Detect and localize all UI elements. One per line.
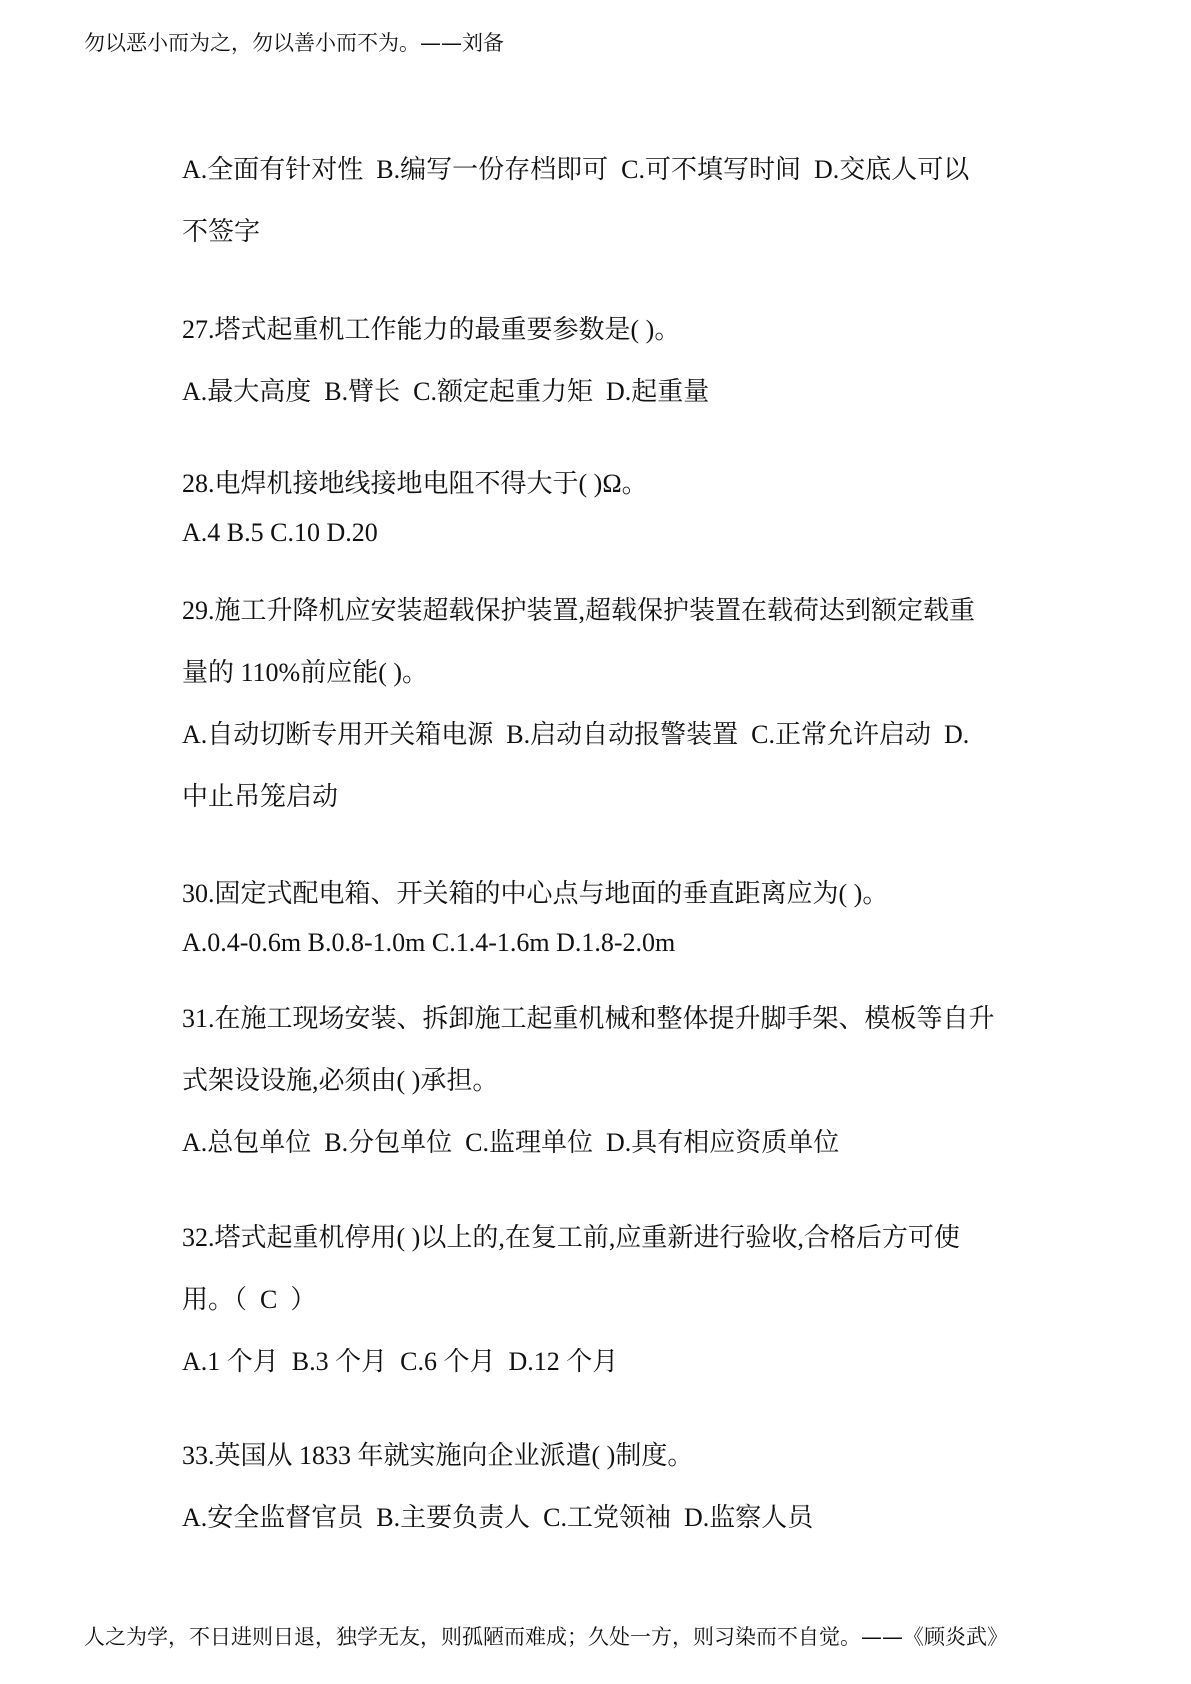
q29-stem-line-1: 29.施工升降机应安装超载保护装置,超载保护装置在载荷达到额定载重 [182, 596, 976, 625]
header-quote: 勿以恶小而为之，勿以善小而不为。——刘备 [84, 31, 504, 55]
q31-options: A.总包单位 B.分包单位 C.监理单位 D.具有相应资质单位 [182, 1128, 840, 1157]
q30-options: A.0.4-0.6m B.0.8-1.0m C.1.4-1.6m D.1.8-2.0m [182, 928, 676, 957]
q33-options: A.安全监督官员 B.主要负责人 C.工党领袖 D.监察人员 [182, 1503, 814, 1532]
q30-stem: 30.固定式配电箱、开关箱的中心点与地面的垂直距离应为( )。 [182, 879, 889, 908]
q26-options-line-1: A.全面有针对性 B.编写一份存档即可 C.可不填写时间 D.交底人可以 [182, 155, 970, 184]
q31-stem-line-1: 31.在施工现场安装、拆卸施工起重机械和整体提升脚手架、模板等自升 [182, 1004, 995, 1033]
q29-options-line-2: 中止吊笼启动 [182, 782, 339, 811]
q32-stem-line-2: 用。（ C ） [182, 1285, 317, 1314]
q28-stem: 28.电焊机接地线接地电阻不得大于( )Ω。 [182, 469, 648, 498]
q26-options-line-2: 不签字 [182, 217, 261, 246]
q31-stem-line-2: 式架设设施,必须由( )承担。 [182, 1066, 499, 1095]
q33-stem: 33.英国从 1833 年就实施向企业派遣( )制度。 [182, 1441, 694, 1470]
q32-options: A.1 个月 B.3 个月 C.6 个月 D.12 个月 [182, 1347, 619, 1376]
q29-options-line-1: A.自动切断专用开关箱电源 B.启动自动报警装置 C.正常允许启动 D. [182, 720, 970, 749]
footer-quote: 人之为学，不日进则日退，独学无友，则孤陋而难成；久处一方，则习染而不自觉。——《顾炎武》 [84, 1625, 1008, 1649]
q29-stem-line-2: 量的 110%前应能( )。 [182, 658, 429, 687]
q28-options: A.4 B.5 C.10 D.20 [182, 518, 378, 547]
q27-options: A.最大高度 B.臂长 C.额定起重力矩 D.起重量 [182, 377, 710, 406]
q32-stem-line-1: 32.塔式起重机停用( )以上的,在复工前,应重新进行验收,合格后方可使 [182, 1223, 960, 1252]
q27-stem: 27.塔式起重机工作能力的最重要参数是( )。 [182, 315, 681, 344]
